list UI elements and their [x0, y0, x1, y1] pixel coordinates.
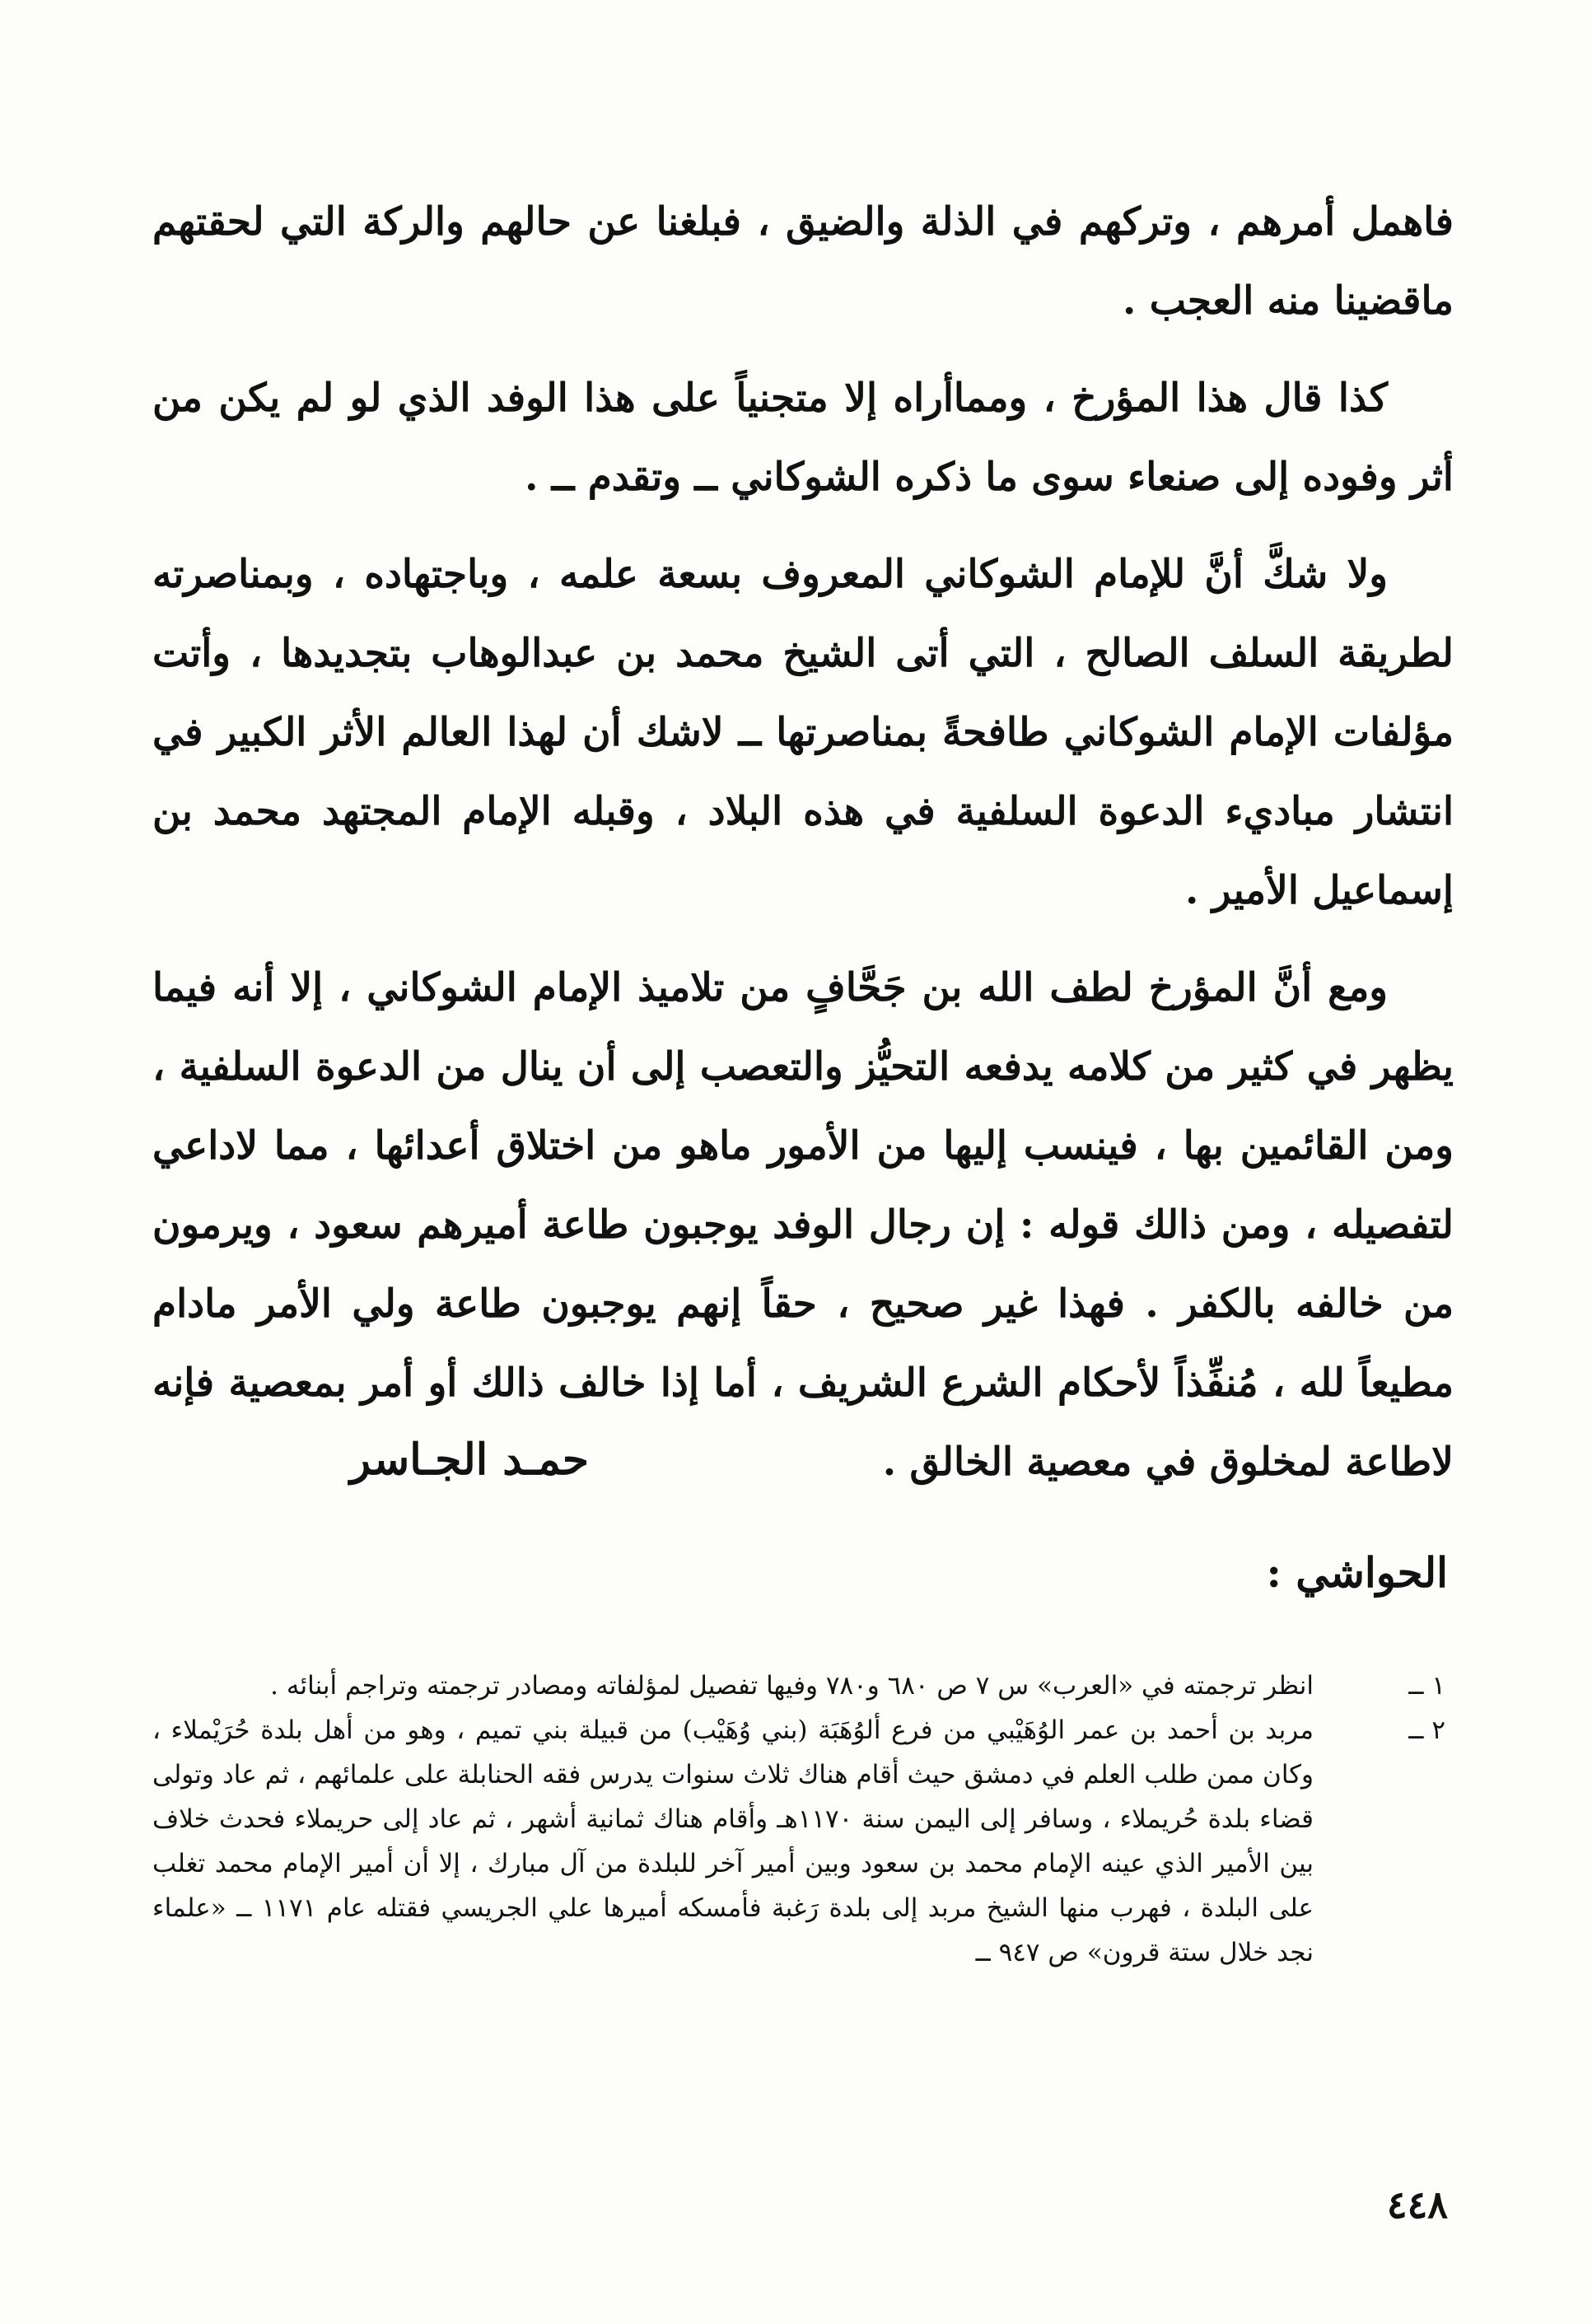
footnote-text: انظر ترجمته في «العرب» س ٧ ص ٦٨٠ و٧٨٠ وفيها تفصيل لمؤلفاته ومصادر ترجمته وتراجم أبنائه .: [270, 1671, 1314, 1701]
footnote-item: [152, 1708, 1445, 1975]
author-signature: حمـد الجـاسر: [349, 1435, 589, 1485]
paragraph-3: ولا شكَّ أنَّ للإمام الشوكاني المعروف بسعة علمه ، وباجتهاده ، وبمناصرته لطريقة السلف الصالح ، التي أتى الشيخ محمد بن عبدالوهاب بتجديدها ، وأتت مؤلفات الإمام الشوكاني طافحةً بمناصرتها ــ لاشك أن لهذا العالم الأثر الكبير في انتشار مباديء الدعوة السلفية في هذه البلاد ، وقبله الإمام المجتهد محمد بن إسماعيل الأمير .: [152, 552, 1454, 913]
footnote-item: [152, 1664, 1445, 1708]
footnotes-list: [152, 1664, 1445, 1975]
footnote-text: مربد بن أحمد بن عمر الوُهَيْبي من فرع ألوُهَبَة (بني وُهَيْب) من قبيلة بني تميم ، وهو من أهل بلدة حُرَيْملاء ، وكان ممن طلب العلم في دمشق حيث أقام هناك ثلاث سنوات يدرس فقه الحنابلة على علمائهم ، ثم عاد وتولى قضاء بلدة حُريملاء ، وسافر إلى اليمن سنة ١١٧٠هـ وأقام هناك ثمانية أشهر ، ثم عاد إلى حريملاء فحدث خلاف بين الأمير الذي عينه الإمام محمد بن سعود وبين أمير آخر للبلدة من آل مبارك ، إلا أن أمير الإمام محمد تغلب على البلدة ، فهرب منها الشيخ مربد إلى بلدة رَغبة فأمسكه أميرها علي الجريسي فقتله عام ١١٧١ ــ «علماء نجد خلال ستة قرون» ص ٩٤٧ ــ: [152, 1715, 1314, 1967]
paragraph-2: كذا قال هذا المؤرخ ، ومماأراه إلا متجنياً على هذا الوفد الذي لو لم يكن من أثر وفوده إلى صنعاء سوى ما ذكره الشوكاني ــ وتقدم ــ .: [152, 376, 1454, 500]
main-text-block: [152, 183, 1454, 1520]
footnotes-heading: الحواشي :: [1266, 1548, 1448, 1597]
footnote-marker: ١ ــ: [1408, 1671, 1445, 1701]
footnote-marker: ٢ ــ: [1408, 1715, 1445, 1745]
paragraph-4: ومع أنَّ المؤرخ لطف الله بن جَحَّافٍ من تلاميذ الإمام الشوكاني ، إلا أنه فيما يظهر في كثير من كلامه يدفعه التحيُّز والتعصب إلى أن ينال من الدعوة السلفية ، ومن القائمين بها ، فينسب إليها من الأمور ماهو من اختلاق أعدائها ، مما لاداعي لتفصيله ، ومن ذالك قوله : إن رجال الوفد يوجبون طاعة أميرهم سعود ، ويرمون من خالفه بالكفر . فهذا غير صحيح ، حقاً إنهم يوجبون طاعة ولي الأمر مادام مطيعاً لله ، مُنفِّذاً لأحكام الشرع الشريف ، أما إذا خالف ذالك أو أمر بمعصية فإنه لاطاعة لمخلوق في معصية الخالق .: [152, 965, 1454, 1485]
page-number: ٤٤٨: [1386, 2182, 1448, 2227]
paragraph-1: فاهمل أمرهم ، وتركهم في الذلة والضيق ، فبلغنا عن حالهم والركة التي لحقتهم ماقضينا منه العجب .: [152, 199, 1454, 324]
